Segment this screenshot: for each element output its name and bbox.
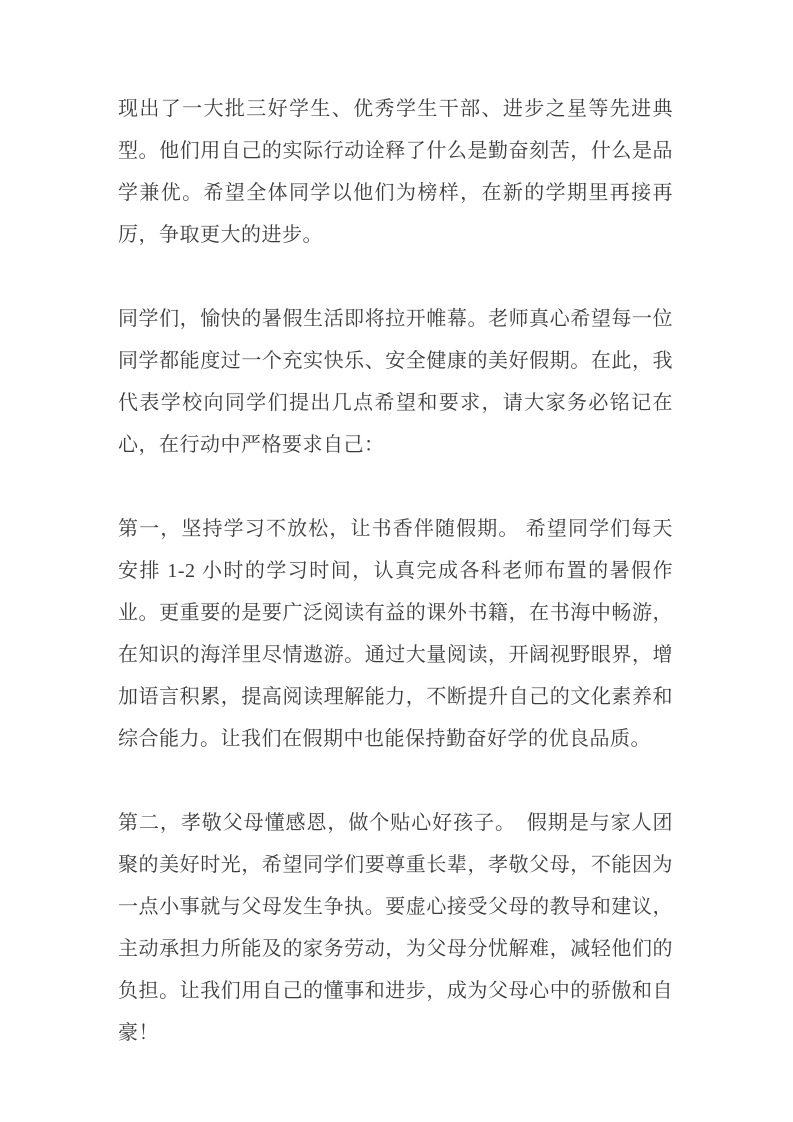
paragraph-holiday-intro: 同学们，愉快的暑假生活即将拉开帷幕。老师真心希望每一位同学都能度过一个充实快乐、安全健康的美好假期。在此，我代表学校向同学们提出几点希望和要求，请大家务必铭记在心，在行动中严格要求自己： <box>118 308 673 456</box>
paragraph-second-point-filial: 第二，孝敬父母懂感恩，做个贴心好孩子。 假期是与家人团聚的美好时光，希望同学们要尊重长辈，孝敬父母，不能因为一点小事就与父母发生争执。要虚心接受父母的教导和建议，主动承担力所能及的家务劳动，为父母分忧解难，减轻他们的负担。让我们用自己的懂事和进步，成为父母心中的骄傲和自豪！ <box>118 812 673 1044</box>
paragraph-first-point-study: 第一，坚持学习不放松，让书香伴随假期。 希望同学们每天安排 1-2 小时的学习时间，认真完成各科老师布置的暑假作业。更重要的是要广泛阅读有益的课外书籍，在书海中畅游，在知识的海洋里尽情遨游。通过大量阅读，开阔视野眼界，增加语言积累，提高阅读理解能力，不断提升自己的文化素养和综合能力。让我们在假期中也能保持勤奋好学的优良品质。 <box>118 518 673 750</box>
paragraph-typical-students: 现出了一大批三好学生、优秀学生干部、进步之星等先进典型。他们用自己的实际行动诠释了什么是勤奋刻苦，什么是品学兼优。希望全体同学以他们为榜样，在新的学期里再接再厉，争取更大的进步。 <box>118 98 673 246</box>
